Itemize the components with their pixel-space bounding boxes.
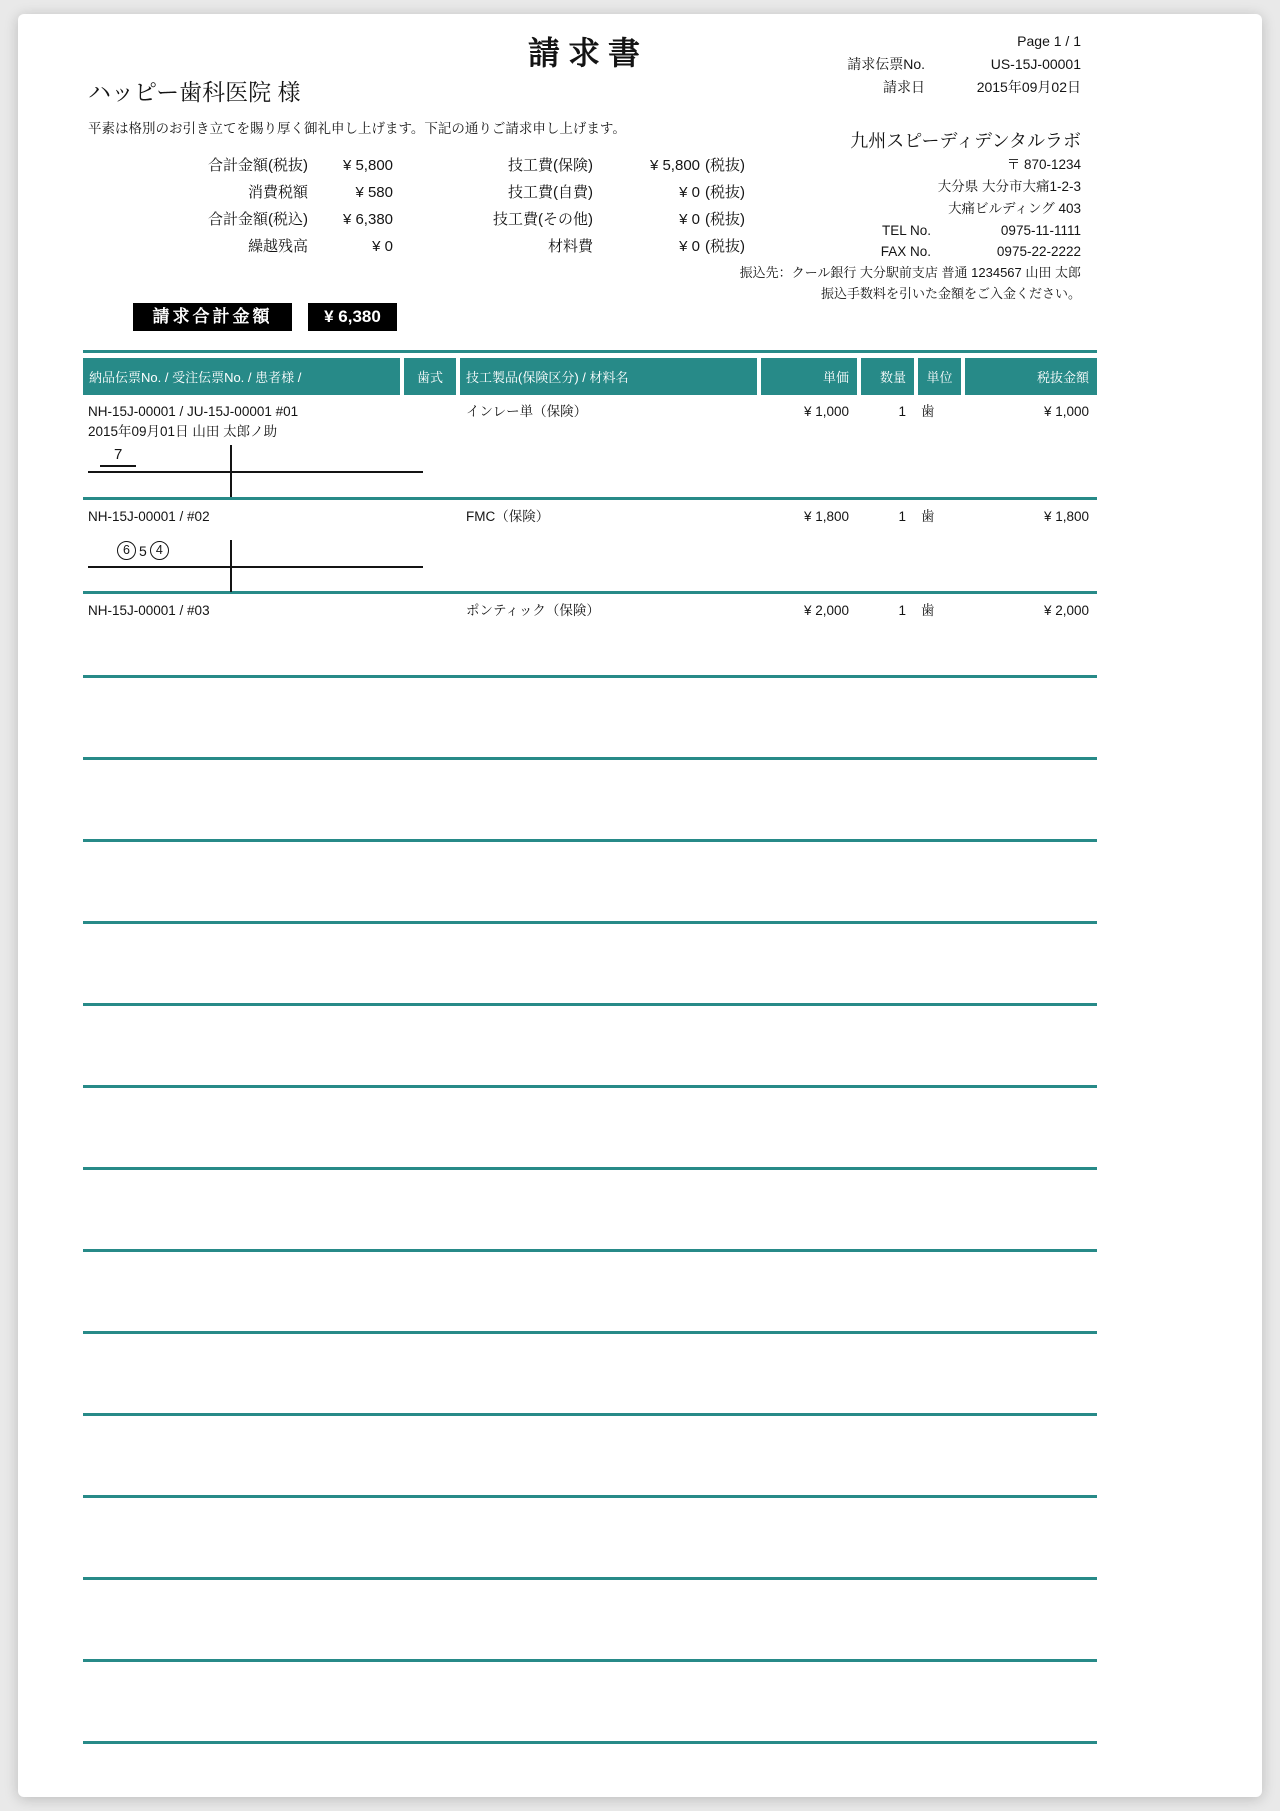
greeting-text: 平素は格別のお引き立てを賜り厚く御礼申し上げます。下記の通りご請求申し上げます。 [88, 121, 626, 136]
tooth-number: 6 [117, 541, 136, 560]
summary-label: 消費税額 [247, 184, 308, 201]
table-empty-row [83, 1416, 1097, 1498]
summary-label: 繰越残高 [247, 238, 308, 255]
tooth-number: 7 [100, 446, 136, 467]
summary-row [118, 182, 393, 209]
summary-row [438, 155, 765, 182]
table-header [83, 358, 1097, 395]
invoice-date-row [661, 76, 1081, 99]
issuer-address-1: 大分県 大分市大痛1-2-3 [937, 179, 1081, 194]
billing-total-label: 請求合計金額 [133, 303, 292, 331]
tooth-notation [116, 541, 170, 560]
slip-cell [83, 594, 400, 675]
quantity: 1 [898, 603, 906, 618]
header-quantity: 数量 [861, 358, 914, 395]
table-empty-row [83, 1006, 1097, 1088]
amount: ¥ 2,000 [1043, 603, 1089, 618]
product-name: インレー単（保険） [466, 404, 588, 419]
summary-row [438, 182, 765, 209]
unit: 歯 [921, 404, 935, 419]
header-amount: 税抜金額 [965, 358, 1097, 395]
header-product: 技工製品(保険区分) / 材料名 [460, 358, 757, 395]
invoice-date-value: 2015年09月02日 [976, 79, 1081, 95]
page-indicator: Page 1 / 1 [1017, 33, 1081, 49]
summary-row [118, 155, 393, 182]
summary-row [118, 236, 393, 263]
summary-value: ¥ 5,800 [649, 157, 700, 174]
unit: 歯 [921, 603, 935, 618]
summary-value: ¥ 580 [355, 184, 393, 201]
summary-row [438, 236, 765, 263]
bank-transfer-line: 振込先：クール銀行 大分駅前支店 普通 1234567 山田 太郎 [739, 265, 1081, 280]
tooth-chart [88, 445, 423, 497]
table-empty-row [83, 760, 1097, 842]
quantity: 1 [898, 404, 906, 419]
page-indicator-row [661, 30, 1081, 53]
tooth-chart [88, 540, 423, 592]
issuer-name: 九州スピーディデンタルラボ [850, 131, 1081, 151]
summary-tax-suffix: (税抜) [705, 211, 745, 228]
summary-value: ¥ 0 [679, 211, 700, 228]
summary-value: ¥ 5,800 [342, 157, 393, 174]
header-tooth-chart: 歯式 [404, 358, 456, 395]
amount: ¥ 1,000 [1043, 404, 1089, 419]
tel-label: TEL No. [881, 223, 931, 238]
doc-no-row [661, 53, 1081, 76]
summary-label: 技工費(自費) [508, 184, 593, 201]
page-title: 請求書 [527, 35, 648, 71]
table-empty-row [83, 1498, 1097, 1580]
line-items-table [83, 350, 1097, 1744]
fax-label: FAX No. [880, 244, 931, 259]
unit: 歯 [921, 509, 935, 524]
invoice-page [18, 14, 1262, 1797]
header-slip-numbers: 納品伝票No. / 受注伝票No. / 患者様 / [83, 358, 400, 395]
invoice-meta [661, 30, 1081, 99]
issuer-address-2: 大痛ビルディング 403 [948, 201, 1081, 216]
table-row [83, 395, 1097, 500]
summary-left [118, 155, 393, 263]
tooth-chart-vertical-line [230, 540, 232, 592]
empty-rows [83, 678, 1097, 1744]
header-unit-price: 単価 [761, 358, 857, 395]
tooth-chart-horizontal-line [88, 566, 423, 568]
table-empty-row [83, 1580, 1097, 1662]
invoice-date-label: 請求日 [883, 79, 925, 95]
tooth-number: 4 [150, 541, 169, 560]
amount: ¥ 1,800 [1043, 509, 1089, 524]
summary-right [438, 155, 765, 263]
tooth-notation [100, 446, 136, 467]
issuer-postal: 〒 870-1234 [1006, 157, 1081, 172]
table-empty-row [83, 924, 1097, 1006]
table-empty-row [83, 842, 1097, 924]
billing-total-value: ¥ 6,380 [308, 303, 397, 331]
header-unit: 単位 [918, 358, 961, 395]
slip-number: NH-15J-00001 / #02 [88, 509, 210, 524]
doc-no-value: US-15J-00001 [990, 56, 1081, 72]
summary-tax-suffix: (税抜) [705, 184, 745, 201]
slip-number: NH-15J-00001 / JU-15J-00001 #01 [88, 404, 299, 419]
summary-value: ¥ 6,380 [342, 211, 393, 228]
product-name: FMC（保険） [466, 509, 550, 524]
tooth-chart-vertical-line [230, 445, 232, 497]
tooth-chart-horizontal-line [88, 471, 423, 473]
table-row [83, 500, 1097, 594]
bank-fee-note: 振込手数料を引いた金額をご入金ください。 [820, 286, 1081, 301]
summary-label: 合計金額(税抜) [208, 157, 308, 174]
table-top-rule [83, 350, 1097, 353]
summary-row [438, 209, 765, 236]
summary-value: ¥ 0 [372, 238, 393, 255]
table-empty-row [83, 1088, 1097, 1170]
slip-number: NH-15J-00001 / #03 [88, 603, 210, 618]
summary-value: ¥ 0 [679, 184, 700, 201]
table-row [83, 594, 1097, 678]
unit-price: ¥ 1,800 [803, 509, 849, 524]
table-empty-row [83, 1252, 1097, 1334]
unit-price: ¥ 2,000 [803, 603, 849, 618]
summary-value: ¥ 0 [679, 238, 700, 255]
product-name: ポンティック（保険） [466, 603, 600, 618]
summary-label: 合計金額(税込) [208, 211, 308, 228]
summary-label: 技工費(その他) [493, 211, 593, 228]
table-empty-row [83, 1170, 1097, 1252]
summary-tax-suffix: (税抜) [705, 238, 745, 255]
tooth-number: 5 [139, 542, 147, 559]
customer-name: ハッピー歯科医院 様 [88, 79, 301, 105]
doc-no-label: 請求伝票No. [847, 56, 925, 72]
fax-value: 0975-22-2222 [996, 244, 1081, 259]
table-empty-row [83, 1662, 1097, 1744]
table-empty-row [83, 1334, 1097, 1416]
summary-tax-suffix: (税抜) [705, 157, 745, 174]
summary-label: 材料費 [547, 238, 593, 255]
table-empty-row [83, 678, 1097, 760]
tel-value: 0975-11-1111 [1000, 223, 1081, 238]
summary-label: 技工費(保険) [508, 157, 593, 174]
unit-price: ¥ 1,000 [803, 404, 849, 419]
slip-date-patient: 2015年09月01日 山田 太郎ノ助 [88, 424, 278, 439]
summary-row [118, 209, 393, 236]
quantity: 1 [898, 509, 906, 524]
